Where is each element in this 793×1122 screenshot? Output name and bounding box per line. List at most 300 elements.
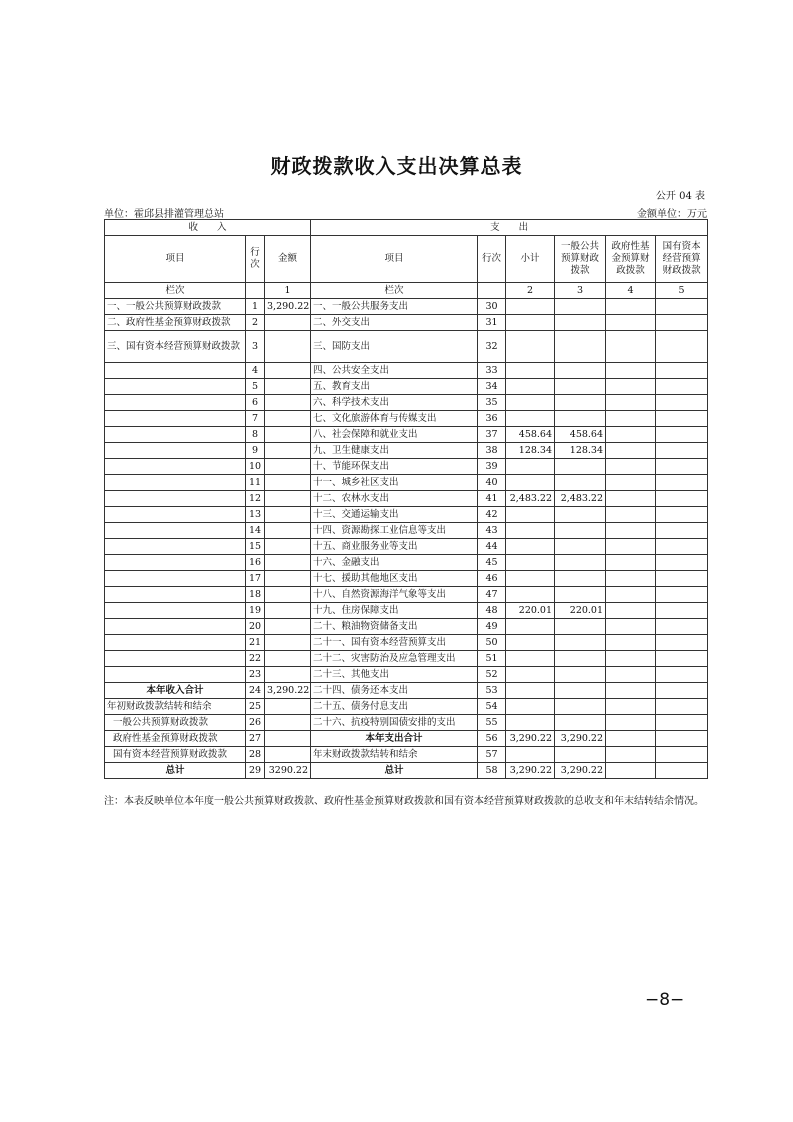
income-amount — [265, 475, 311, 491]
income-amount — [265, 571, 311, 587]
table-row — [105, 459, 708, 475]
table-row — [105, 523, 708, 539]
header-group-row — [105, 220, 708, 236]
general-budget-amount — [555, 411, 606, 427]
income-item: 三、国有资本经营预算财政拨款 — [105, 331, 246, 363]
expense-subtotal — [506, 715, 555, 731]
income-amount — [265, 699, 311, 715]
general-budget-amount — [555, 299, 606, 315]
fund-budget-amount — [606, 427, 656, 443]
income-item — [105, 363, 246, 379]
col-index-fund: 4 — [606, 283, 656, 299]
expense-subtotal — [506, 475, 555, 491]
fund-budget-amount — [606, 411, 656, 427]
subtotal-header: 小计 — [506, 236, 555, 283]
expense-row-no: 44 — [478, 539, 506, 555]
expense-item: 六、科学技术支出 — [311, 395, 478, 411]
expense-subtotal: 3,290.22 — [506, 731, 555, 747]
expense-item: 五、教育支出 — [311, 379, 478, 395]
expense-subtotal — [506, 619, 555, 635]
expense-item: 十四、资源勘探工业信息等支出 — [311, 523, 478, 539]
income-item: 二、政府性基金预算财政拨款 — [105, 315, 246, 331]
expense-row-no: 56 — [478, 731, 506, 747]
fund-budget-amount — [606, 619, 656, 635]
income-row-no: 15 — [246, 539, 265, 555]
income-item: 一、一般公共预算财政拨款 — [105, 299, 246, 315]
expense-item: 十一、城乡社区支出 — [311, 475, 478, 491]
income-amount — [265, 411, 311, 427]
expense-row-no: 43 — [478, 523, 506, 539]
income-row-no: 16 — [246, 555, 265, 571]
income-amount — [265, 635, 311, 651]
fund-budget-amount — [606, 507, 656, 523]
expense-subtotal: 2,483.22 — [506, 491, 555, 507]
expense-item: 二十四、债务还本支出 — [311, 683, 478, 699]
fund-budget-amount — [606, 683, 656, 699]
expense-row-no: 55 — [478, 715, 506, 731]
fund-budget-amount — [606, 731, 656, 747]
table-row — [105, 667, 708, 683]
income-row-no: 9 — [246, 443, 265, 459]
expense-subtotal — [506, 747, 555, 763]
col-index-general: 3 — [555, 283, 606, 299]
fund-budget-amount — [606, 331, 656, 363]
expense-subtotal — [506, 555, 555, 571]
expense-item: 二十三、其他支出 — [311, 667, 478, 683]
table-row — [105, 571, 708, 587]
fund-budget-amount — [606, 523, 656, 539]
fund-budget-amount — [606, 379, 656, 395]
expense-header: 支 出 — [311, 220, 708, 236]
state-capital-amount — [656, 747, 708, 763]
income-item — [105, 651, 246, 667]
expense-item: 本年支出合计 — [311, 731, 478, 747]
fund-budget-amount — [606, 699, 656, 715]
col-index-empty — [246, 283, 265, 299]
expense-item: 十五、商业服务业等支出 — [311, 539, 478, 555]
general-budget-header: 一般公共预算财政拨款 — [555, 236, 606, 283]
expense-subtotal — [506, 315, 555, 331]
income-row-no: 5 — [246, 379, 265, 395]
budget-summary-table — [104, 219, 708, 779]
income-row-no: 26 — [246, 715, 265, 731]
expense-item-header: 项目 — [311, 236, 478, 283]
table-row — [105, 475, 708, 491]
expense-item: 十二、农林水支出 — [311, 491, 478, 507]
income-header: 收 入 — [105, 220, 311, 236]
general-budget-amount — [555, 619, 606, 635]
table-row — [105, 603, 708, 619]
expense-row-no: 58 — [478, 763, 506, 779]
income-amount — [265, 603, 311, 619]
income-item — [105, 555, 246, 571]
table-row — [105, 539, 708, 555]
expense-subtotal — [506, 507, 555, 523]
income-row-no: 1 — [246, 299, 265, 315]
income-amount — [265, 731, 311, 747]
income-amount — [265, 427, 311, 443]
state-capital-amount — [656, 459, 708, 475]
state-capital-amount — [656, 523, 708, 539]
general-budget-amount: 220.01 — [555, 603, 606, 619]
income-row-no: 4 — [246, 363, 265, 379]
general-budget-amount — [555, 683, 606, 699]
income-item — [105, 395, 246, 411]
fund-budget-amount — [606, 763, 656, 779]
expense-row-no: 48 — [478, 603, 506, 619]
expense-row-no: 45 — [478, 555, 506, 571]
fund-budget-amount — [606, 587, 656, 603]
expense-row-no: 30 — [478, 299, 506, 315]
state-capital-amount — [656, 315, 708, 331]
income-item — [105, 635, 246, 651]
expense-subtotal — [506, 651, 555, 667]
general-budget-amount — [555, 715, 606, 731]
expense-item: 年末财政拨款结转和结余 — [311, 747, 478, 763]
fund-budget-amount — [606, 459, 656, 475]
income-row-no: 22 — [246, 651, 265, 667]
income-amount — [265, 443, 311, 459]
state-capital-amount — [656, 571, 708, 587]
expense-item: 四、公共安全支出 — [311, 363, 478, 379]
table-row — [105, 619, 708, 635]
income-row-no-header: 行次 — [246, 236, 265, 283]
income-row-no: 25 — [246, 699, 265, 715]
general-budget-amount — [555, 475, 606, 491]
table-footnote: 注：本表反映单位本年度一般公共预算财政拨款、政府性基金预算财政拨款和国有资本经营预算财政拨款的总收支和年末结转结余情况。 — [104, 796, 704, 807]
income-item — [105, 523, 246, 539]
expense-subtotal — [506, 699, 555, 715]
col-index-label-expense: 栏次 — [311, 283, 478, 299]
general-budget-amount — [555, 667, 606, 683]
table-row — [105, 443, 708, 459]
expense-subtotal — [506, 299, 555, 315]
expense-item: 十七、援助其他地区支出 — [311, 571, 478, 587]
state-capital-amount — [656, 683, 708, 699]
amount-unit: 金额单位：万元 — [637, 209, 707, 220]
income-item — [105, 491, 246, 507]
income-row-no: 19 — [246, 603, 265, 619]
expense-row-no: 57 — [478, 747, 506, 763]
state-capital-amount — [656, 715, 708, 731]
table-row — [105, 699, 708, 715]
fund-budget-amount — [606, 747, 656, 763]
expense-subtotal: 458.64 — [506, 427, 555, 443]
fund-budget-amount — [606, 571, 656, 587]
income-amount — [265, 715, 311, 731]
income-amount — [265, 379, 311, 395]
general-budget-amount — [555, 747, 606, 763]
income-row-no: 7 — [246, 411, 265, 427]
general-budget-amount — [555, 315, 606, 331]
state-capital-amount — [656, 411, 708, 427]
state-capital-amount — [656, 539, 708, 555]
general-budget-amount: 3,290.22 — [555, 763, 606, 779]
expense-row-no: 35 — [478, 395, 506, 411]
expense-subtotal — [506, 363, 555, 379]
income-amount — [265, 507, 311, 523]
income-item: 政府性基金预算财政拨款 — [105, 731, 246, 747]
page-number: −8− — [645, 990, 685, 1010]
fund-budget-amount — [606, 667, 656, 683]
col-index-label-income: 栏次 — [105, 283, 246, 299]
income-row-no: 14 — [246, 523, 265, 539]
expense-item: 十六、金融支出 — [311, 555, 478, 571]
expense-item: 总计 — [311, 763, 478, 779]
income-item — [105, 475, 246, 491]
expense-subtotal — [506, 411, 555, 427]
general-budget-amount: 458.64 — [555, 427, 606, 443]
general-budget-amount — [555, 523, 606, 539]
expense-row-no: 34 — [478, 379, 506, 395]
fund-budget-amount — [606, 299, 656, 315]
income-amount — [265, 651, 311, 667]
income-amount-header: 金额 — [265, 236, 311, 283]
income-row-no: 2 — [246, 315, 265, 331]
general-budget-amount: 128.34 — [555, 443, 606, 459]
income-item: 年初财政拨款结转和结余 — [105, 699, 246, 715]
expense-row-no: 42 — [478, 507, 506, 523]
state-capital-amount — [656, 667, 708, 683]
fund-budget-amount — [606, 651, 656, 667]
expense-item: 七、文化旅游体育与传媒支出 — [311, 411, 478, 427]
expense-item: 二十五、债务付息支出 — [311, 699, 478, 715]
expense-row-no: 36 — [478, 411, 506, 427]
fund-budget-amount — [606, 363, 656, 379]
income-item — [105, 411, 246, 427]
income-amount: 3290.22 — [265, 763, 311, 779]
state-capital-amount — [656, 363, 708, 379]
income-row-no: 18 — [246, 587, 265, 603]
expense-row-no: 38 — [478, 443, 506, 459]
state-capital-amount — [656, 635, 708, 651]
income-row-no: 28 — [246, 747, 265, 763]
col-index-subtotal: 2 — [506, 283, 555, 299]
income-amount — [265, 747, 311, 763]
income-row-no: 13 — [246, 507, 265, 523]
state-capital-amount — [656, 331, 708, 363]
fund-budget-amount — [606, 491, 656, 507]
state-capital-amount — [656, 603, 708, 619]
state-capital-amount — [656, 507, 708, 523]
general-budget-amount — [555, 363, 606, 379]
expense-row-no: 37 — [478, 427, 506, 443]
form-code: 公开 04 表 — [655, 191, 705, 202]
expense-item: 一、一般公共服务支出 — [311, 299, 478, 315]
expense-row-no: 49 — [478, 619, 506, 635]
income-amount: 3,290.22 — [265, 683, 311, 699]
document-title: 财政拨款收入支出决算总表 — [270, 154, 523, 178]
fund-budget-amount — [606, 475, 656, 491]
state-capital-amount — [656, 379, 708, 395]
expense-row-no: 46 — [478, 571, 506, 587]
expense-item: 二十、粮油物资储备支出 — [311, 619, 478, 635]
expense-row-no: 54 — [478, 699, 506, 715]
state-capital-amount — [656, 763, 708, 779]
fund-budget-amount — [606, 539, 656, 555]
state-capital-amount — [656, 555, 708, 571]
expense-subtotal — [506, 571, 555, 587]
table-row — [105, 507, 708, 523]
state-capital-amount — [656, 443, 708, 459]
income-item — [105, 619, 246, 635]
fund-budget-amount — [606, 443, 656, 459]
income-item — [105, 539, 246, 555]
fund-budget-amount — [606, 395, 656, 411]
income-row-no: 29 — [246, 763, 265, 779]
income-amount — [265, 459, 311, 475]
state-capital-amount — [656, 619, 708, 635]
expense-subtotal: 3,290.22 — [506, 763, 555, 779]
general-budget-amount — [555, 507, 606, 523]
general-budget-amount: 2,483.22 — [555, 491, 606, 507]
income-row-no: 21 — [246, 635, 265, 651]
expense-subtotal: 128.34 — [506, 443, 555, 459]
income-item — [105, 667, 246, 683]
expense-subtotal — [506, 395, 555, 411]
expense-subtotal — [506, 635, 555, 651]
expense-row-no: 39 — [478, 459, 506, 475]
col-index-amount: 1 — [265, 283, 311, 299]
income-row-no: 23 — [246, 667, 265, 683]
income-amount — [265, 667, 311, 683]
expense-item: 二十一、国有资本经营预算支出 — [311, 635, 478, 651]
general-budget-amount — [555, 379, 606, 395]
income-item: 国有资本经营预算财政拨款 — [105, 747, 246, 763]
table-row — [105, 715, 708, 731]
general-budget-amount — [555, 331, 606, 363]
state-capital-amount — [656, 395, 708, 411]
fund-budget-amount — [606, 715, 656, 731]
income-item — [105, 443, 246, 459]
income-row-no: 20 — [246, 619, 265, 635]
table-row — [105, 683, 708, 699]
expense-subtotal — [506, 331, 555, 363]
expense-subtotal — [506, 667, 555, 683]
state-capital-amount — [656, 731, 708, 747]
expense-subtotal — [506, 379, 555, 395]
state-capital-amount — [656, 587, 708, 603]
table-row — [105, 635, 708, 651]
income-item — [105, 507, 246, 523]
expense-subtotal — [506, 539, 555, 555]
expense-row-no: 53 — [478, 683, 506, 699]
income-amount: 3,290.22 — [265, 299, 311, 315]
income-amount — [265, 555, 311, 571]
general-budget-amount — [555, 587, 606, 603]
income-item: 总计 — [105, 763, 246, 779]
table-row — [105, 299, 708, 315]
col-index-empty — [478, 283, 506, 299]
table-row — [105, 331, 708, 363]
income-item: 本年收入合计 — [105, 683, 246, 699]
income-row-no: 11 — [246, 475, 265, 491]
expense-subtotal: 220.01 — [506, 603, 555, 619]
expense-item: 二十六、抗疫特别国债安排的支出 — [311, 715, 478, 731]
expense-row-no: 41 — [478, 491, 506, 507]
state-capital-header: 国有资本经营预算财政拨款 — [656, 236, 708, 283]
expense-item: 十、节能环保支出 — [311, 459, 478, 475]
state-capital-amount — [656, 299, 708, 315]
table-row — [105, 747, 708, 763]
general-budget-amount — [555, 651, 606, 667]
fund-budget-header: 政府性基金预算财政拨款 — [606, 236, 656, 283]
table-row — [105, 763, 708, 779]
expense-row-no: 50 — [478, 635, 506, 651]
expense-row-no: 33 — [478, 363, 506, 379]
income-amount — [265, 523, 311, 539]
income-item: 一般公共预算财政拨款 — [105, 715, 246, 731]
expense-item: 十八、自然资源海洋气象等支出 — [311, 587, 478, 603]
table-row — [105, 731, 708, 747]
table-row — [105, 363, 708, 379]
table-row — [105, 555, 708, 571]
column-index-row — [105, 283, 708, 299]
income-item — [105, 427, 246, 443]
reporting-unit: 单位：霍邱县排灌管理总站 — [104, 209, 224, 220]
fund-budget-amount — [606, 555, 656, 571]
table-row — [105, 651, 708, 667]
income-row-no: 6 — [246, 395, 265, 411]
expense-row-no: 32 — [478, 331, 506, 363]
income-amount — [265, 491, 311, 507]
expense-item: 八、社会保障和就业支出 — [311, 427, 478, 443]
expense-row-no: 51 — [478, 651, 506, 667]
income-amount — [265, 331, 311, 363]
general-budget-amount — [555, 555, 606, 571]
state-capital-amount — [656, 475, 708, 491]
table-row — [105, 491, 708, 507]
expense-row-no: 52 — [478, 667, 506, 683]
expense-subtotal — [506, 523, 555, 539]
income-row-no: 27 — [246, 731, 265, 747]
table-row — [105, 395, 708, 411]
state-capital-amount — [656, 651, 708, 667]
general-budget-amount — [555, 395, 606, 411]
table-row — [105, 315, 708, 331]
header-columns-row — [105, 236, 708, 283]
income-item — [105, 379, 246, 395]
expense-row-no: 31 — [478, 315, 506, 331]
income-row-no: 12 — [246, 491, 265, 507]
income-amount — [265, 539, 311, 555]
income-row-no: 17 — [246, 571, 265, 587]
table-row — [105, 427, 708, 443]
expense-item: 十三、交通运输支出 — [311, 507, 478, 523]
expense-subtotal — [506, 683, 555, 699]
fund-budget-amount — [606, 635, 656, 651]
income-amount — [265, 363, 311, 379]
general-budget-amount — [555, 571, 606, 587]
income-row-no: 3 — [246, 331, 265, 363]
expense-subtotal — [506, 587, 555, 603]
table-row — [105, 411, 708, 427]
expense-item: 二十二、灾害防治及应急管理支出 — [311, 651, 478, 667]
expense-row-no: 47 — [478, 587, 506, 603]
general-budget-amount — [555, 635, 606, 651]
income-item — [105, 459, 246, 475]
income-amount — [265, 315, 311, 331]
income-item-header: 项目 — [105, 236, 246, 283]
expense-item: 三、国防支出 — [311, 331, 478, 363]
income-item — [105, 587, 246, 603]
income-amount — [265, 587, 311, 603]
general-budget-amount: 3,290.22 — [555, 731, 606, 747]
expense-row-no-header: 行次 — [478, 236, 506, 283]
state-capital-amount — [656, 427, 708, 443]
fund-budget-amount — [606, 315, 656, 331]
general-budget-amount — [555, 699, 606, 715]
